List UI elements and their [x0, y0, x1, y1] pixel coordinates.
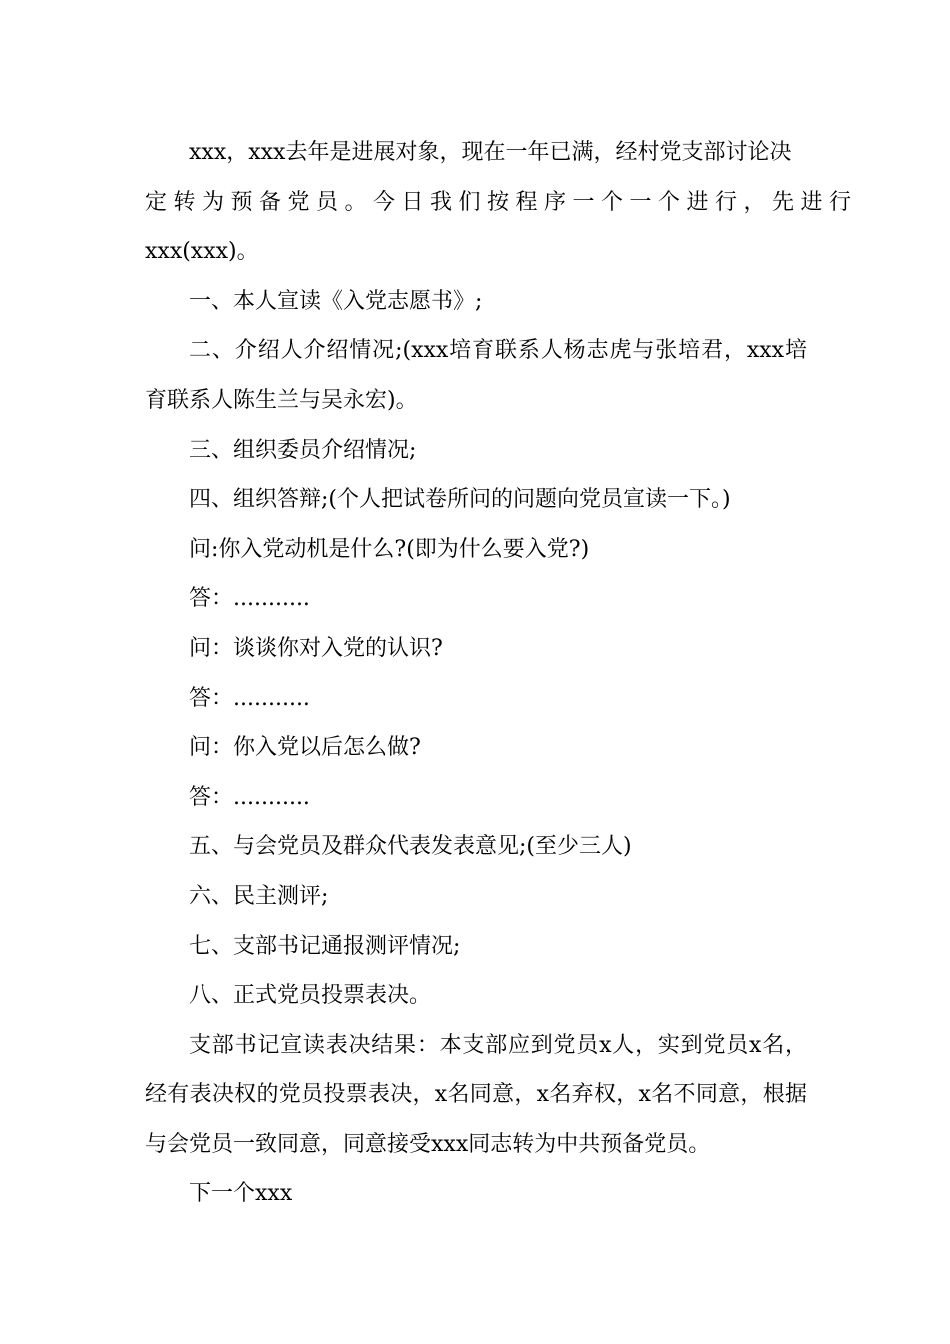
next-candidate: 下一个xxx: [189, 1181, 293, 1207]
step-4-defense: 四、组织答辩;(个人把试卷所问的问题向党员宣读一下。): [189, 487, 731, 513]
intro-paragraph-line-3: xxx(xxx)。: [145, 239, 259, 265]
intro-paragraph-line-2: 定转为预备党员。今日我们按程序一个一个进行，先进行: [145, 189, 858, 215]
step-2-sponsor-introduction: 二、介绍人介绍情况;(xxx培育联系人杨志虎与张培君，xxx培育联系人陈生兰与吴永宏)。: [145, 338, 807, 413]
step-5-opinions: 五、与会党员及群众代表发表意见;(至少三人): [189, 834, 632, 860]
question-1: 问:你入党动机是什么?(即为什么要入党?): [189, 536, 590, 562]
answer-3: 答：...........: [189, 784, 310, 810]
vote-result-paragraph: 支部书记宣读表决结果：本支部应到党员x人，实到党员x名，经有表决权的党员投票表决，x名同意，x名弃权，x名不同意，根据与会党员一致同意，同意接受xxx同志转为中共预备党员。: [145, 1032, 807, 1157]
step-8-formal-vote: 八、正式党员投票表决。: [189, 983, 432, 1009]
question-2: 问：谈谈你对入党的认识?: [189, 635, 443, 661]
answer-2: 答：...........: [189, 685, 310, 711]
step-7-evaluation-report: 七、支部书记通报测评情况;: [189, 933, 461, 959]
intro-paragraph-line-1: xxx，xxx去年是进展对象，现在一年已满，经村党支部讨论决: [189, 140, 792, 165]
step-3-committee-introduction: 三、组织委员介绍情况;: [189, 437, 417, 463]
step-1-read-application: 一、本人宣读《入党志愿书》;: [189, 288, 483, 314]
document-body: [145, 128, 858, 1219]
step-6-democratic-evaluation: 六、民主测评;: [189, 883, 329, 909]
question-3: 问：你入党以后怎么做?: [189, 735, 421, 761]
answer-1: 答：...........: [189, 586, 310, 612]
